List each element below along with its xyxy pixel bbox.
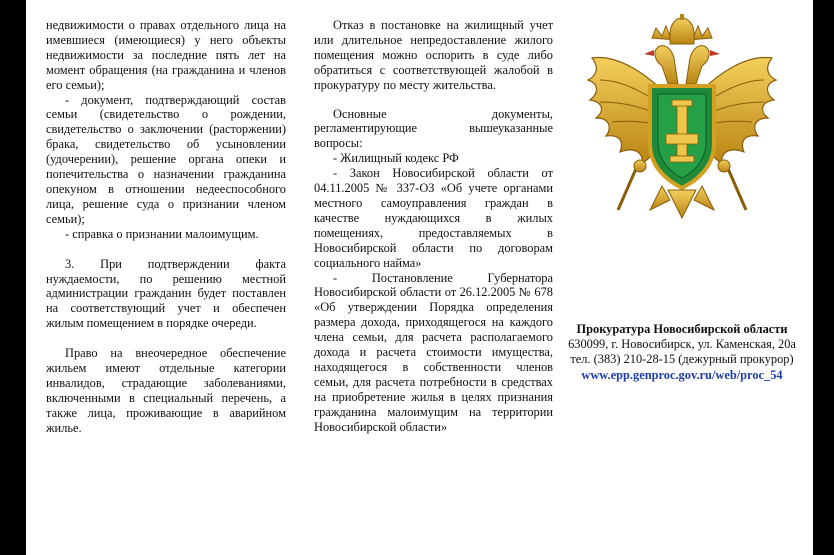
text-column-middle [314, 18, 553, 434]
paragraph: - справка о признании малоимущим. [65, 226, 259, 241]
paragraph: - Жилищный кодекс РФ [333, 151, 459, 166]
prosecutor-eagle-emblem-icon [578, 14, 786, 232]
paragraph: Отказ в постановке на жилищный учет или длительное непредоставление жилого помещения можно оспорить в суде либо обратиться с соответствующей жалобой в прокуратуру по месту жительства. [314, 18, 553, 92]
text-column-left [46, 18, 286, 436]
paragraph: - Закон Новосибирской области от 04.11.2005 № 337-ОЗ «Об учете органами местного самоуправления граждан в качестве нуждающихся в жилых помещениях, предоставляемых в Новосибирской области по договорам социального найма» [314, 166, 553, 270]
website-link[interactable]: www.epp.genproc.gov.ru/web/proc_54 [581, 367, 783, 382]
paragraph: недвижимости о правах отдельного лица на имевшиеся (имеющиеся) у него объекты недвижимости за последние пять лет на момент обращения (на гражданина и членов его семьи); [46, 18, 286, 92]
paragraph: 3. При подтверждении факта нуждаемости, по решению местной администрации гражданин будет поставлен на соответствующий учет и обеспечен жилым помещением в порядке очереди. [46, 256, 286, 331]
address: 630099, г. Новосибирск, ул. Каменская, 20а [568, 337, 796, 352]
paragraph: - документ, подтверждающий состав семьи (свидетельство о рождении, свидетельство о заключении (расторжении) брака, свидетельство об усыновлении (удочерении), решение органа опеки и попечительства о назначении гражданина опекуном в отношении недееспособного лица, решение суда о признании членом семьи); [46, 92, 286, 226]
organization-name: Прокуратура Новосибирской области [576, 322, 788, 336]
paragraph: Право на внеочередное обеспечение жильем имеют отдельные категории инвалидов, страдающие заболеваниями, включенными в специальный перечень, а также лица, проживающие в аварийном жилье. [46, 346, 286, 435]
leaflet-page [26, 0, 813, 555]
paragraph: - Постановление Губернатора Новосибирской области от 26.12.2005 № 678 «Об утверждении Порядка определения размера дохода, приходящегося на каждого члена семьи, для расчета располагаемого дохода и расчета стоимости имущества, находящегося в собственности членов семьи, для расчета потребности в средствах на приобретение жилья в целях признания гражданина малоимущим на территории Новосибирской области» [314, 270, 553, 434]
paragraph: Основные документы, регламентирующие вышеуказанные вопросы: [314, 106, 553, 151]
phone: тел. (383) 210-28-15 (дежурный прокурор) [570, 352, 794, 367]
contacts-block [548, 322, 816, 383]
